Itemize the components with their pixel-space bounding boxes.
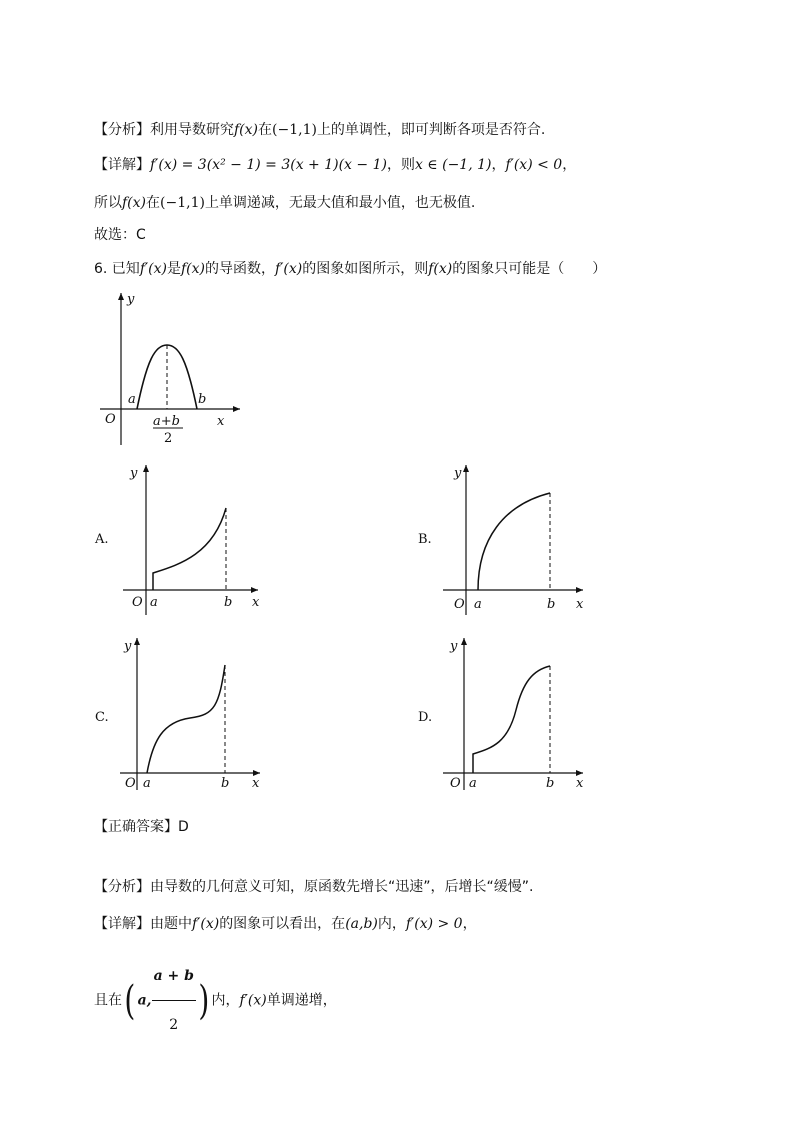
detail-tag: 【详解】 (94, 916, 150, 932)
svg-text:2: 2 (164, 431, 173, 446)
analysis-line-2: 【分析】由导数的几何意义可知，原函数先增长“迅速”，后增长“缓慢”. (94, 879, 534, 895)
svg-text:O: O (105, 412, 116, 427)
question-6: 6. 已知f′(x)是f(x)的导函数，f′(x)的图象如图所示，则f(x)的图象只可能是（ ） (94, 261, 607, 277)
svg-text:y: y (454, 466, 462, 481)
option-d-curve (473, 666, 550, 773)
option-a-curve (153, 508, 226, 590)
option-d-graph[interactable] (438, 630, 588, 795)
svg-text:x: x (576, 776, 584, 791)
option-a-graph[interactable] (118, 460, 268, 620)
svg-text:O: O (454, 597, 465, 612)
option-c-label[interactable]: C. (95, 710, 109, 725)
detail-line-1: 【详解】f′(x) = 3(x² − 1) = 3(x + 1)(x − 1)，则x ∈ (−1, 1)，f′(x) < 0， (94, 157, 577, 173)
conclusion-line: 所以f(x)在(−1,1)上单调递减，无最大值和最小值，也无极值. (94, 195, 476, 211)
answer-tag: 【正确答案】 (94, 819, 178, 835)
option-d-label[interactable]: D. (418, 710, 433, 725)
svg-text:b: b (547, 597, 556, 612)
svg-text:b: b (546, 776, 555, 791)
svg-text:a: a (150, 595, 158, 610)
detail-tag: 【详解】 (94, 157, 150, 173)
choice-line: 故选：C (94, 227, 146, 243)
svg-text:O: O (132, 595, 143, 610)
svg-text:b: b (224, 595, 233, 610)
svg-text:y: y (130, 466, 138, 481)
option-a-label[interactable]: A. (95, 532, 109, 547)
svg-text:a: a (474, 597, 482, 612)
option-c-graph[interactable] (115, 630, 265, 795)
svg-text:y: y (124, 639, 132, 654)
fraction: $\frac{a + b}{2}$ (152, 952, 196, 1049)
option-b-graph[interactable] (438, 460, 588, 620)
svg-text:x: x (252, 595, 260, 610)
analysis-tag: 【分析】 (94, 879, 150, 895)
option-c-curve (147, 665, 225, 773)
svg-text:O: O (450, 776, 461, 791)
derivative-graph (95, 285, 245, 450)
svg-text:x: x (217, 414, 225, 429)
last-line: 且在( a, $\frac{a + b}{2}$ ) 内，f′(x)单调递增， (94, 952, 337, 1049)
option-b-label[interactable]: B. (418, 532, 432, 547)
svg-text:a: a (469, 776, 477, 791)
svg-text:y: y (127, 292, 135, 307)
svg-text:x: x (252, 776, 260, 791)
svg-text:x: x (576, 597, 584, 612)
answer-line (94, 817, 189, 837)
svg-text:O: O (125, 776, 136, 791)
analysis-tag: 【分析】 (94, 122, 150, 138)
svg-text:a+b: a+b (153, 414, 180, 429)
svg-text:a: a (143, 776, 151, 791)
option-b-curve (478, 493, 550, 590)
svg-text:b: b (198, 392, 207, 407)
detail-line-2: 【详解】由题中f′(x)的图象可以看出，在(a,b)内，f′(x) > 0， (94, 916, 477, 932)
analysis-line-1: 【分析】利用导数研究f(x)在(−1,1)上的单调性，即可判断各项是否符合. (94, 122, 546, 138)
svg-text:a: a (128, 392, 136, 407)
answer-value: D (178, 819, 189, 835)
svg-text:b: b (221, 776, 230, 791)
svg-text:y: y (450, 639, 458, 654)
